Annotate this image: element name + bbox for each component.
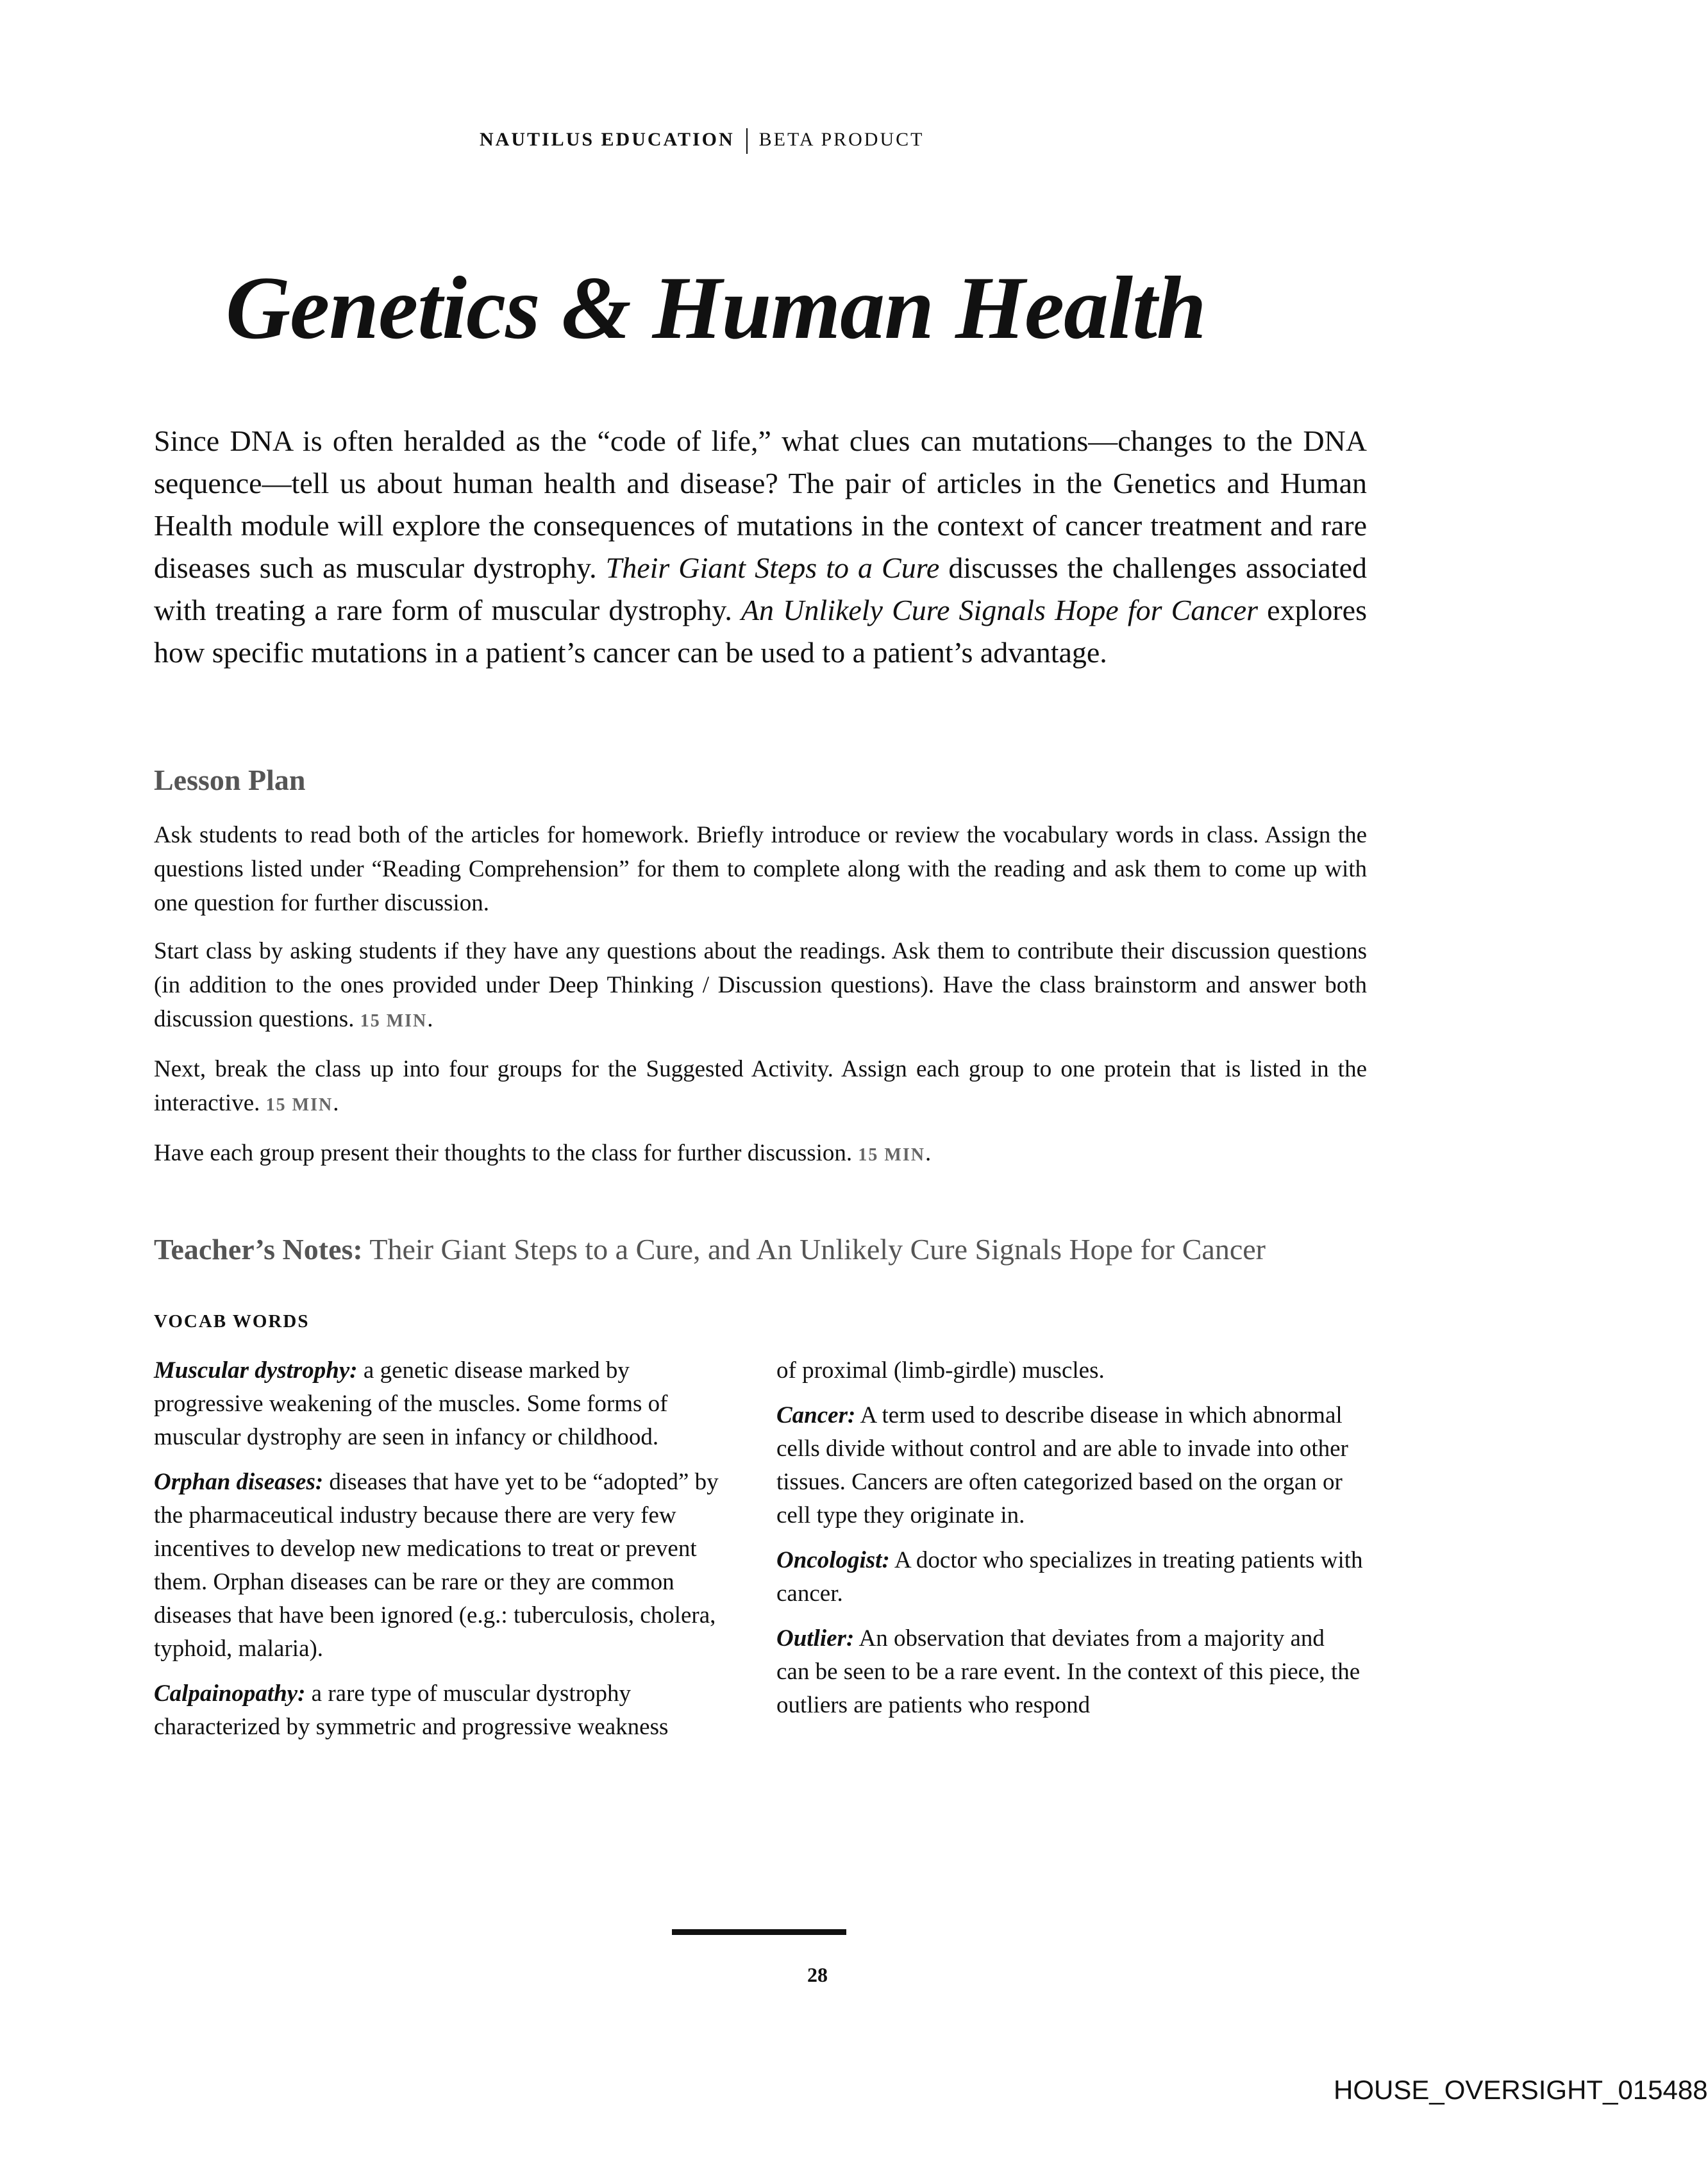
footer-rule	[672, 1929, 846, 1935]
vocab-continuation: of proximal (limb-girdle) muscles.	[776, 1357, 1105, 1384]
teachers-notes-subtitle: Their Giant Steps to a Cure, and An Unlikely Cure Signals Hope for Cancer	[362, 1233, 1266, 1266]
vocab-term: Oncologist:	[776, 1547, 890, 1573]
vocab-definition: a genetic disease marked by progressive weakening of the muscles. Some forms of muscular dystrophy are seen in infancy or childhood.	[154, 1357, 668, 1450]
lesson-step	[154, 818, 1367, 920]
intro-text: discusses the challenges associated with treating a rare form of muscular dystrophy.	[154, 551, 1368, 626]
vocab-entry	[776, 1544, 1363, 1611]
running-header	[480, 128, 924, 154]
vocab-term: Cancer:	[776, 1402, 856, 1428]
duration-label: 15 MIN	[858, 1145, 925, 1165]
intro-paragraph	[154, 420, 1367, 674]
vocab-entry	[154, 1466, 737, 1666]
vocab-term: Muscular dystrophy:	[154, 1357, 358, 1384]
vocab-column-left	[154, 1354, 737, 1755]
lesson-step: Next, break the class up into four groups for the Suggested Activity. Assign each group to one protein that is listed in the interactive. 15 MIN.	[154, 1056, 1367, 1116]
brand-name: NAUTILUS EDUCATION	[480, 128, 735, 150]
vocab-entry	[154, 1677, 737, 1744]
vocab-definition: a rare type of muscular dystrophy characterized by symmetric and progressive weakness	[154, 1680, 669, 1740]
product-label: BETA PRODUCT	[758, 128, 925, 150]
vocab-entry	[776, 1399, 1363, 1532]
vocab-definition: An observation that deviates from a majority and can be seen to be a rare event. In the context of this piece, the outliers are patients who respond	[776, 1625, 1361, 1718]
bates-number: HOUSE_OVERSIGHT_015488	[1334, 2075, 1708, 2105]
vocab-definition: diseases that have yet to be “adopted” by the pharmaceutical industry because there are very few incentives to develop new medications to treat or prevent them. Orphan diseases can be rare or they are common diseases that have been ignored (e.g.: tuberculosis, cholera, typhoid, malaria).	[154, 1469, 719, 1662]
article-title: Their Giant Steps to a Cure	[605, 551, 940, 584]
lesson-step: Start class by asking students if they have any questions about the readings. Ask them to contribute their discussion questions (in addition to the ones provided under Deep Thinking / Discussion questions). Have the class brainstorm and answer both discussion questions. 15 MIN.	[154, 938, 1367, 1032]
teachers-notes-label: Teacher’s Notes:	[154, 1233, 363, 1266]
vocab-term: Orphan diseases:	[154, 1469, 324, 1495]
vocab-column-right	[776, 1354, 1363, 1734]
vocab-term: Calpainopathy:	[154, 1680, 306, 1707]
intro-text: explores how specific mutations in a patient’s cancer can be used to a patient’s advantage.	[154, 594, 1367, 669]
article-title: An Unlikely Cure Signals Hope for Cancer	[741, 594, 1259, 626]
lesson-text: Ask students to read both of the articles for homework. Briefly introduce or review the vocabulary words in class. Assign the questions listed under “Reading Comprehension” for them to complete along with the reading and ask them to come up with one question for further discussion.	[154, 822, 1367, 916]
duration-label: 15 MIN	[360, 1011, 428, 1031]
vocab-entry	[154, 1354, 737, 1454]
vocab-entry	[776, 1622, 1363, 1722]
vocab-definition: A doctor who specializes in treating patients with cancer.	[776, 1547, 1363, 1607]
header-divider	[746, 128, 748, 154]
lesson-text: Have each group present their thoughts to the class for further discussion.	[154, 1140, 858, 1166]
vocab-heading: VOCAB WORDS	[154, 1311, 310, 1332]
lesson-text: Next, break the class up into four groups for the Suggested Activity. Assign each group to one protein that is listed in the interactive.	[154, 1056, 1367, 1116]
vocab-term: Outlier:	[776, 1625, 855, 1652]
vocab-definition: A term used to describe disease in which abnormal cells divide without control and are able to invade into other tissues. Cancers are often categorized based on the organ or cell type they originate in.	[776, 1402, 1348, 1528]
lesson-step: Have each group present their thoughts to the class for further discussion. 15 MIN.	[154, 1140, 932, 1166]
duration-label: 15 MIN	[265, 1095, 333, 1115]
lesson-plan-body	[154, 818, 1367, 1186]
lesson-text: Start class by asking students if they have any questions about the readings. Ask them to contribute their discussion questions (in addition to the ones provided under Deep Thinking / Discussion questions). Have the class brainstorm and answer both discussion questions.	[154, 938, 1367, 1032]
teachers-notes-heading	[154, 1232, 1266, 1266]
lesson-plan-heading: Lesson Plan	[154, 764, 306, 796]
page-title: Genetics & Human Health	[226, 258, 1206, 358]
intro-text: Since DNA is often heralded as the “code of life,” what clues can mutations—changes to the DNA sequence—tell us about human health and disease? The pair of articles in the Genetics and Human Health module will explore the consequences of mutations in the context of cancer treatment and rare diseases such as muscular dystrophy.	[154, 424, 1367, 584]
page-number: 28	[807, 1963, 828, 1986]
